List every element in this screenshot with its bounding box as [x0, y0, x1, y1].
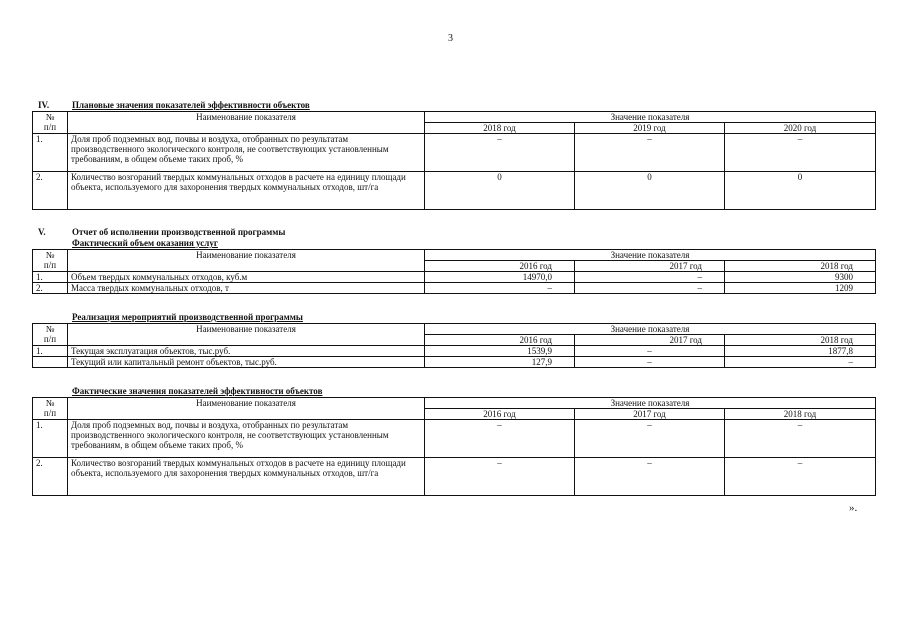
header-num: № п/п	[33, 324, 68, 346]
row-value: 127,9	[425, 357, 575, 368]
row-name: Текущая эксплуатация объектов, тыс.руб.	[68, 346, 425, 357]
section-iv-heading	[38, 100, 310, 110]
page-number: 3	[448, 33, 453, 44]
row-name: Количество возгораний твердых коммунальных отходов в расчете на единицу площади объекта, используемого для захоронения твердых коммунальных отходов, шт/га	[68, 458, 425, 496]
row-name: Доля проб подземных вод, почвы и воздуха, отобранных по результатам производственного экологического контроля, не соответствующих установленным требованиям, в общем объеме таких проб, %	[68, 420, 425, 458]
table-row	[33, 420, 876, 458]
header-year: 2016 год	[425, 335, 575, 346]
row-value: –	[425, 134, 575, 172]
row-value: –	[425, 420, 575, 458]
row-value: –	[425, 458, 575, 496]
row-value: –	[575, 420, 725, 458]
section-v-number: V.	[38, 227, 46, 237]
row-value: –	[575, 357, 725, 368]
header-name: Наименование показателя	[68, 324, 425, 346]
table-program-events	[32, 323, 876, 368]
row-value: 0	[425, 172, 575, 210]
header-year: 2018 год	[725, 261, 876, 272]
row-value: 0	[725, 172, 876, 210]
closing-quote-mark: ».	[849, 502, 858, 514]
table-actual-indicators	[32, 397, 876, 496]
header-year: 2018 год	[425, 123, 575, 134]
table-row	[33, 272, 876, 283]
section-v-title: Отчет об исполнении производственной программы	[72, 227, 286, 237]
header-year: 2016 год	[425, 261, 575, 272]
table-planned-indicators	[32, 111, 876, 210]
row-value: 9300	[725, 272, 876, 283]
row-value: –	[725, 134, 876, 172]
row-value: 1209	[725, 283, 876, 294]
row-value: –	[425, 283, 575, 294]
header-name: Наименование показателя	[68, 398, 425, 420]
row-name: Масса твердых коммунальных отходов, т	[68, 283, 425, 294]
header-num: № п/п	[33, 250, 68, 272]
row-num: 1.	[33, 346, 68, 357]
row-value: –	[575, 346, 725, 357]
header-name: Наименование показателя	[68, 250, 425, 272]
table-row	[33, 357, 876, 368]
row-name: Текущий или капитальный ремонт объектов, тыс.руб.	[68, 357, 425, 368]
section-events-title: Реализация мероприятий производственной программы	[72, 312, 303, 322]
section-v-subtitle: Фактический объем оказания услуг	[72, 238, 218, 248]
header-year: 2017 год	[575, 335, 725, 346]
header-year: 2017 год	[575, 409, 725, 420]
table-row	[33, 134, 876, 172]
row-value: –	[575, 272, 725, 283]
table-row	[33, 458, 876, 496]
row-value: 14970,0	[425, 272, 575, 283]
row-name: Доля проб подземных вод, почвы и воздуха, отобранных по результатам производственного экологического контроля, не соответствующих установленным требованиям, в общем объеме таких проб, %	[68, 134, 425, 172]
header-year: 2018 год	[725, 409, 876, 420]
section-iv-title: Плановые значения показателей эффективности объектов	[72, 100, 310, 110]
header-year: 2017 год	[575, 261, 725, 272]
header-year: 2016 год	[425, 409, 575, 420]
row-value: –	[725, 458, 876, 496]
table-row	[33, 346, 876, 357]
table-row	[33, 172, 876, 210]
row-num: 1.	[33, 272, 68, 283]
header-value: Значение показателя	[425, 112, 876, 123]
header-num: № п/п	[33, 112, 68, 134]
header-name: Наименование показателя	[68, 112, 425, 134]
row-value: –	[575, 283, 725, 294]
table-actual-volume	[32, 249, 876, 294]
row-value: –	[575, 134, 725, 172]
header-value: Значение показателя	[425, 324, 876, 335]
row-num: 1.	[33, 420, 68, 458]
row-num	[33, 357, 68, 368]
row-num: 1.	[33, 134, 68, 172]
row-value: –	[725, 357, 876, 368]
row-value: 1877,8	[725, 346, 876, 357]
table-row	[33, 283, 876, 294]
section-v-heading	[38, 227, 285, 237]
row-value: –	[575, 458, 725, 496]
section-iv-number: IV.	[38, 100, 50, 110]
header-year: 2019 год	[575, 123, 725, 134]
row-value: 0	[575, 172, 725, 210]
section-actual-title: Фактические значения показателей эффективности объектов	[72, 386, 323, 396]
row-num: 2.	[33, 172, 68, 210]
row-num: 2.	[33, 283, 68, 294]
row-value: 1539,9	[425, 346, 575, 357]
header-value: Значение показателя	[425, 398, 876, 409]
header-value: Значение показателя	[425, 250, 876, 261]
row-name: Объем твердых коммунальных отходов, куб.м	[68, 272, 425, 283]
header-year: 2020 год	[725, 123, 876, 134]
header-year: 2018 год	[725, 335, 876, 346]
row-value: –	[725, 420, 876, 458]
row-num: 2.	[33, 458, 68, 496]
row-name: Количество возгораний твердых коммунальных отходов в расчете на единицу площади объекта, используемого для захоронения твердых коммунальных отходов, шт/га	[68, 172, 425, 210]
header-num: № п/п	[33, 398, 68, 420]
